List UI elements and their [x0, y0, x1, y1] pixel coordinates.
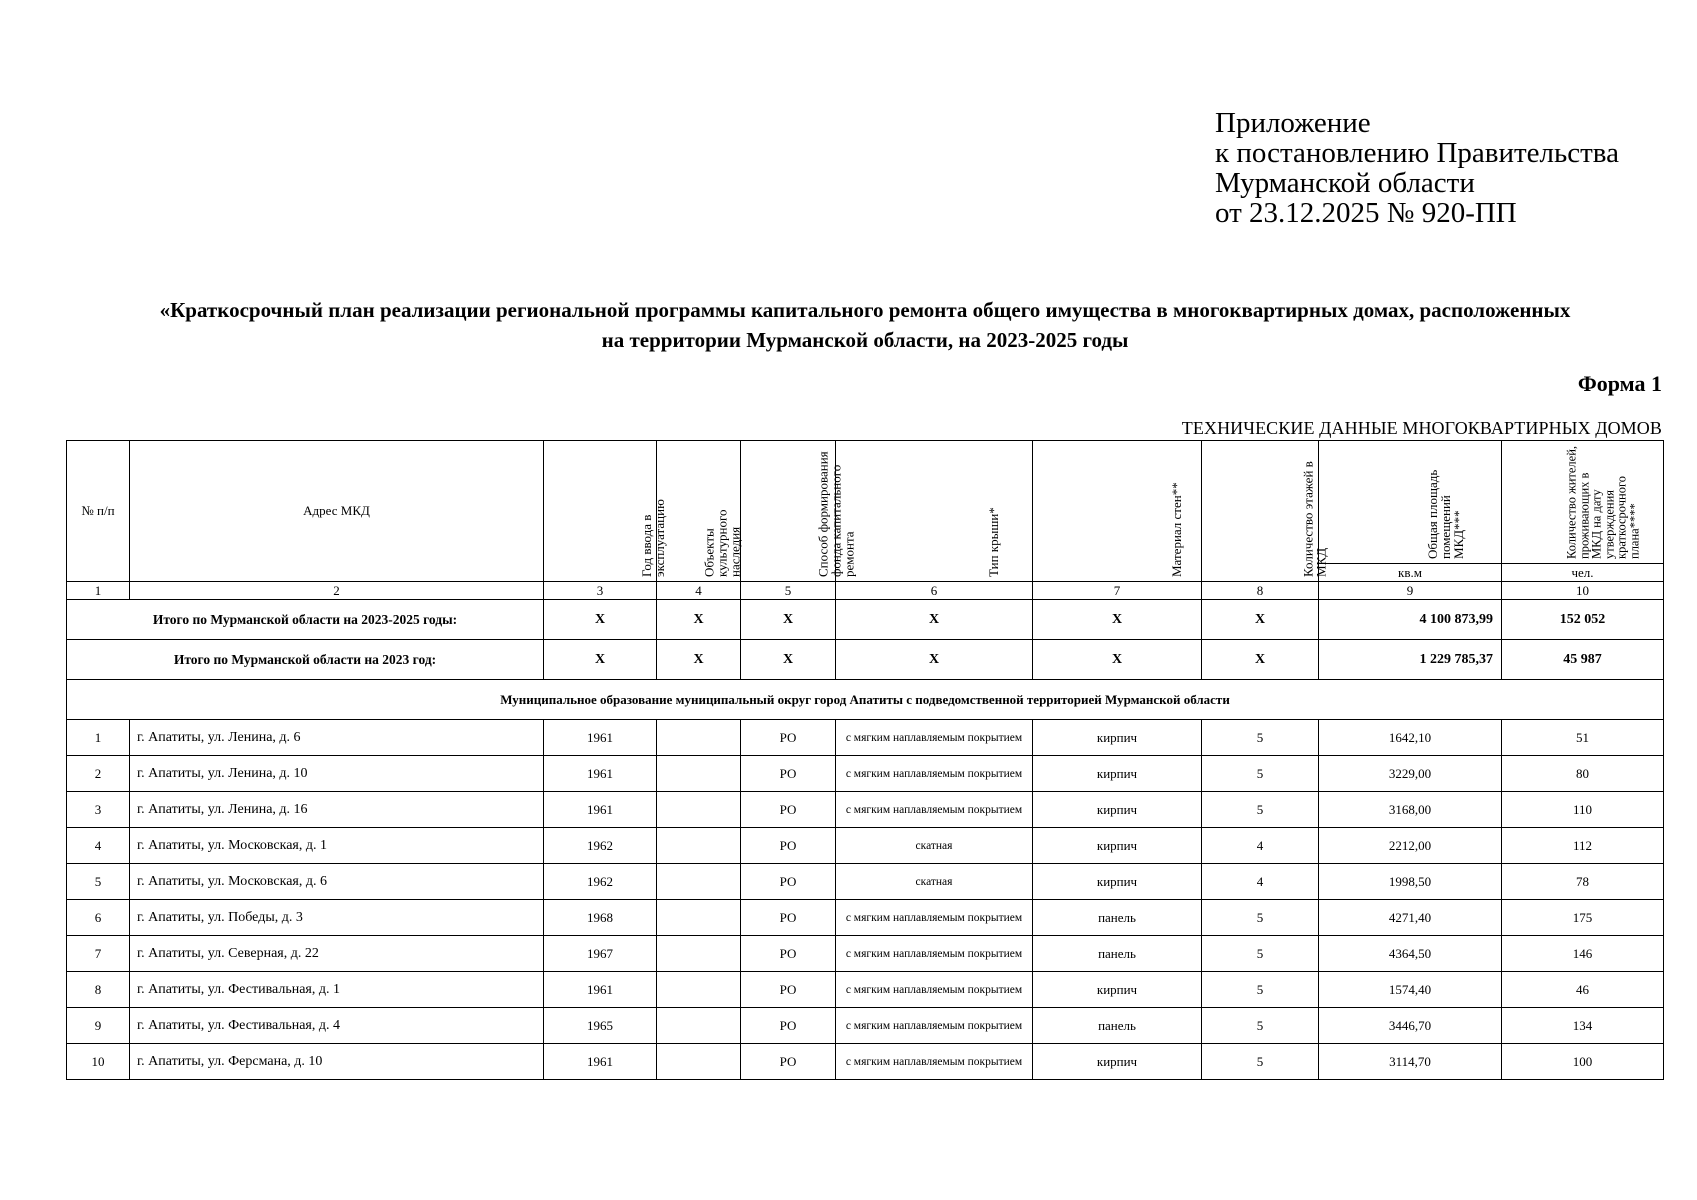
row-heritage — [657, 1044, 741, 1080]
header-year-text: Год ввода в эксплуатацию — [639, 499, 667, 577]
row-year: 1961 — [544, 972, 657, 1008]
row-floors: 5 — [1202, 972, 1319, 1008]
row-area: 1574,40 — [1319, 972, 1502, 1008]
row-walls: кирпич — [1033, 972, 1202, 1008]
row-number: 7 — [67, 936, 130, 972]
form-label: Форма 1 — [1577, 371, 1662, 396]
header-residents — [1502, 441, 1664, 582]
row-year: 1961 — [544, 756, 657, 792]
row-address: г. Апатиты, ул. Фестивальная, д. 1 — [130, 972, 544, 1008]
row-floors: 5 — [1202, 900, 1319, 936]
row-roof: с мягким наплавляемым покрытием — [836, 972, 1033, 1008]
column-number: 7 — [1033, 582, 1202, 600]
row-roof: с мягким наплавляемым покрытием — [836, 900, 1033, 936]
municipality-row — [67, 680, 1664, 720]
document-title-line: «Краткосрочный план реализации региональной программы капитального ремонта общего имущества в многоквартирных домах, расположенных — [159, 298, 1571, 322]
row-residents: 112 — [1502, 828, 1664, 864]
header-fund — [741, 441, 857, 582]
row-heritage — [657, 756, 741, 792]
row-year: 1961 — [544, 720, 657, 756]
row-address: г. Апатиты, ул. Ленина, д. 16 — [130, 792, 544, 828]
row-address: г. Апатиты, ул. Ленина, д. 6 — [130, 720, 544, 756]
appendix-block — [1215, 108, 1619, 228]
row-area: 1998,50 — [1319, 864, 1502, 900]
table-row — [67, 828, 1664, 864]
row-number: 4 — [67, 828, 130, 864]
total-row-2023-2025 — [67, 600, 1664, 640]
column-number: 10 — [1502, 582, 1664, 600]
total-area: 4 100 873,99 — [1319, 600, 1502, 640]
row-address: г. Апатиты, ул. Московская, д. 6 — [130, 864, 544, 900]
total-area: 1 229 785,37 — [1319, 640, 1502, 680]
column-number: 8 — [1202, 582, 1319, 600]
total-x: X — [544, 600, 657, 640]
total-x: X — [836, 640, 1033, 680]
row-address: г. Апатиты, ул. Победы, д. 3 — [130, 900, 544, 936]
header-address: Адрес МКД — [130, 441, 544, 582]
appendix-line: от 23.12.2025 № 920-ПП — [1215, 197, 1517, 229]
row-number: 2 — [67, 756, 130, 792]
header-roof-text: Тип крыши* — [986, 507, 1001, 577]
total-residents: 45 987 — [1502, 640, 1664, 680]
row-fund: РО — [741, 864, 836, 900]
row-floors: 5 — [1202, 1008, 1319, 1044]
table-row — [67, 972, 1664, 1008]
table-row — [67, 900, 1664, 936]
row-roof: с мягким наплавляемым покрытием — [836, 720, 1033, 756]
column-number: 2 — [130, 582, 544, 600]
table-row — [67, 864, 1664, 900]
row-year: 1962 — [544, 864, 657, 900]
row-heritage — [657, 720, 741, 756]
row-heritage — [657, 828, 741, 864]
row-roof: с мягким наплавляемым покрытием — [836, 792, 1033, 828]
table-row — [67, 1008, 1664, 1044]
row-roof: скатная — [836, 864, 1033, 900]
row-walls: панель — [1033, 936, 1202, 972]
row-walls: кирпич — [1033, 792, 1202, 828]
row-fund: РО — [741, 936, 836, 972]
column-number: 5 — [741, 582, 836, 600]
column-number: 9 — [1319, 582, 1502, 600]
total-x: X — [836, 600, 1033, 640]
row-heritage — [657, 792, 741, 828]
row-area: 2212,00 — [1319, 828, 1502, 864]
row-floors: 5 — [1202, 720, 1319, 756]
total-x: X — [741, 640, 836, 680]
table-row — [67, 720, 1664, 756]
row-fund: РО — [741, 972, 836, 1008]
row-area: 3168,00 — [1319, 792, 1502, 828]
row-address: г. Апатиты, ул. Фестивальная, д. 4 — [130, 1008, 544, 1044]
row-heritage — [657, 864, 741, 900]
row-floors: 4 — [1202, 828, 1319, 864]
row-floors: 5 — [1202, 756, 1319, 792]
row-residents: 134 — [1502, 1008, 1664, 1044]
header-row — [67, 441, 1664, 582]
row-residents: 51 — [1502, 720, 1664, 756]
row-fund: РО — [741, 828, 836, 864]
row-floors: 5 — [1202, 936, 1319, 972]
header-walls-text: Материал стен** — [1169, 482, 1184, 577]
row-address: г. Апатиты, ул. Ферсмана, д. 10 — [130, 1044, 544, 1080]
row-number: 6 — [67, 900, 130, 936]
header-num: № п/п — [67, 441, 130, 582]
column-number: 4 — [657, 582, 741, 600]
column-number: 3 — [544, 582, 657, 600]
total-x: X — [1202, 600, 1319, 640]
row-number: 8 — [67, 972, 130, 1008]
header-area — [1319, 441, 1502, 582]
total-residents: 152 052 — [1502, 600, 1664, 640]
row-year: 1968 — [544, 900, 657, 936]
row-walls: кирпич — [1033, 720, 1202, 756]
table-row — [67, 756, 1664, 792]
total-label: Итого по Мурманской области на 2023-2025 годы: — [67, 600, 544, 640]
header-area-unit: кв.м — [1398, 565, 1422, 580]
header-residents-unit: чел. — [1571, 565, 1594, 580]
row-walls: кирпич — [1033, 756, 1202, 792]
document-title — [65, 295, 1665, 355]
table-row — [67, 792, 1664, 828]
row-roof: с мягким наплавляемым покрытием — [836, 1008, 1033, 1044]
row-walls: кирпич — [1033, 864, 1202, 900]
header-floors-text: Количество этажей в МКД — [1300, 461, 1329, 577]
document-title-line: на территории Мурманской области, на 2023-2025 годы — [601, 328, 1129, 352]
column-numbers-row — [67, 582, 1664, 600]
row-fund: РО — [741, 900, 836, 936]
row-address: г. Апатиты, ул. Московская, д. 1 — [130, 828, 544, 864]
table-row — [67, 1044, 1664, 1080]
table-row — [67, 936, 1664, 972]
row-year: 1961 — [544, 792, 657, 828]
technical-data-table — [66, 440, 1664, 1080]
row-area: 1642,10 — [1319, 720, 1502, 756]
row-number: 10 — [67, 1044, 130, 1080]
total-x: X — [1202, 640, 1319, 680]
appendix-line: Приложение — [1215, 107, 1371, 139]
row-walls: панель — [1033, 1008, 1202, 1044]
row-roof: с мягким наплавляемым покрытием — [836, 756, 1033, 792]
header-heritage-text: Объекты культурного наследия — [701, 509, 742, 577]
header-walls — [1033, 441, 1202, 582]
header-residents-text: Количество жителей, проживающих в МКД на дату утверждения краткосрочного плана**** — [1564, 445, 1641, 559]
total-x: X — [1033, 600, 1202, 640]
row-heritage — [657, 972, 741, 1008]
header-roof — [836, 441, 1033, 582]
row-floors: 5 — [1202, 1044, 1319, 1080]
row-heritage — [657, 936, 741, 972]
row-residents: 46 — [1502, 972, 1664, 1008]
table-caption: ТЕХНИЧЕСКИЕ ДАННЫЕ МНОГОКВАРТИРНЫХ ДОМОВ — [1181, 418, 1662, 438]
row-walls: кирпич — [1033, 1044, 1202, 1080]
column-number: 1 — [67, 582, 130, 600]
row-fund: РО — [741, 720, 836, 756]
row-floors: 5 — [1202, 792, 1319, 828]
row-fund: РО — [741, 756, 836, 792]
row-residents: 175 — [1502, 900, 1664, 936]
row-area: 3446,70 — [1319, 1008, 1502, 1044]
total-row-2023 — [67, 640, 1664, 680]
total-x: X — [657, 640, 741, 680]
row-number: 1 — [67, 720, 130, 756]
row-walls: панель — [1033, 900, 1202, 936]
row-fund: РО — [741, 1044, 836, 1080]
row-area: 4364,50 — [1319, 936, 1502, 972]
municipality-name: Муниципальное образование муниципальный округ город Апатиты с подведомственной территорией Мурманской области — [67, 680, 1664, 720]
column-number: 6 — [836, 582, 1033, 600]
row-residents: 110 — [1502, 792, 1664, 828]
row-walls: кирпич — [1033, 828, 1202, 864]
row-roof: с мягким наплавляемым покрытием — [836, 1044, 1033, 1080]
row-year: 1967 — [544, 936, 657, 972]
row-area: 4271,40 — [1319, 900, 1502, 936]
row-floors: 4 — [1202, 864, 1319, 900]
row-number: 3 — [67, 792, 130, 828]
row-heritage — [657, 1008, 741, 1044]
appendix-line: Мурманской области — [1215, 167, 1475, 199]
row-address: г. Апатиты, ул. Северная, д. 22 — [130, 936, 544, 972]
row-area: 3114,70 — [1319, 1044, 1502, 1080]
row-year: 1962 — [544, 828, 657, 864]
row-fund: РО — [741, 1008, 836, 1044]
row-residents: 100 — [1502, 1044, 1664, 1080]
row-roof: скатная — [836, 828, 1033, 864]
row-number: 5 — [67, 864, 130, 900]
header-heritage — [657, 441, 741, 582]
row-year: 1965 — [544, 1008, 657, 1044]
total-x: X — [741, 600, 836, 640]
row-heritage — [657, 900, 741, 936]
row-residents: 78 — [1502, 864, 1664, 900]
total-label: Итого по Мурманской области на 2023 год: — [67, 640, 544, 680]
header-year — [544, 441, 667, 582]
row-number: 9 — [67, 1008, 130, 1044]
appendix-line: к постановлению Правительства — [1215, 137, 1619, 169]
row-area: 3229,00 — [1319, 756, 1502, 792]
row-roof: с мягким наплавляемым покрытием — [836, 936, 1033, 972]
row-fund: РО — [741, 792, 836, 828]
row-residents: 80 — [1502, 756, 1664, 792]
header-fund-text: Способ формирования фонда капитального ремонта — [815, 451, 857, 577]
header-floors — [1202, 441, 1329, 582]
total-x: X — [544, 640, 657, 680]
row-residents: 146 — [1502, 936, 1664, 972]
row-address: г. Апатиты, ул. Ленина, д. 10 — [130, 756, 544, 792]
header-area-text: Общая площадь помещений МКД*** — [1425, 469, 1466, 559]
total-x: X — [657, 600, 741, 640]
total-x: X — [1033, 640, 1202, 680]
row-year: 1961 — [544, 1044, 657, 1080]
